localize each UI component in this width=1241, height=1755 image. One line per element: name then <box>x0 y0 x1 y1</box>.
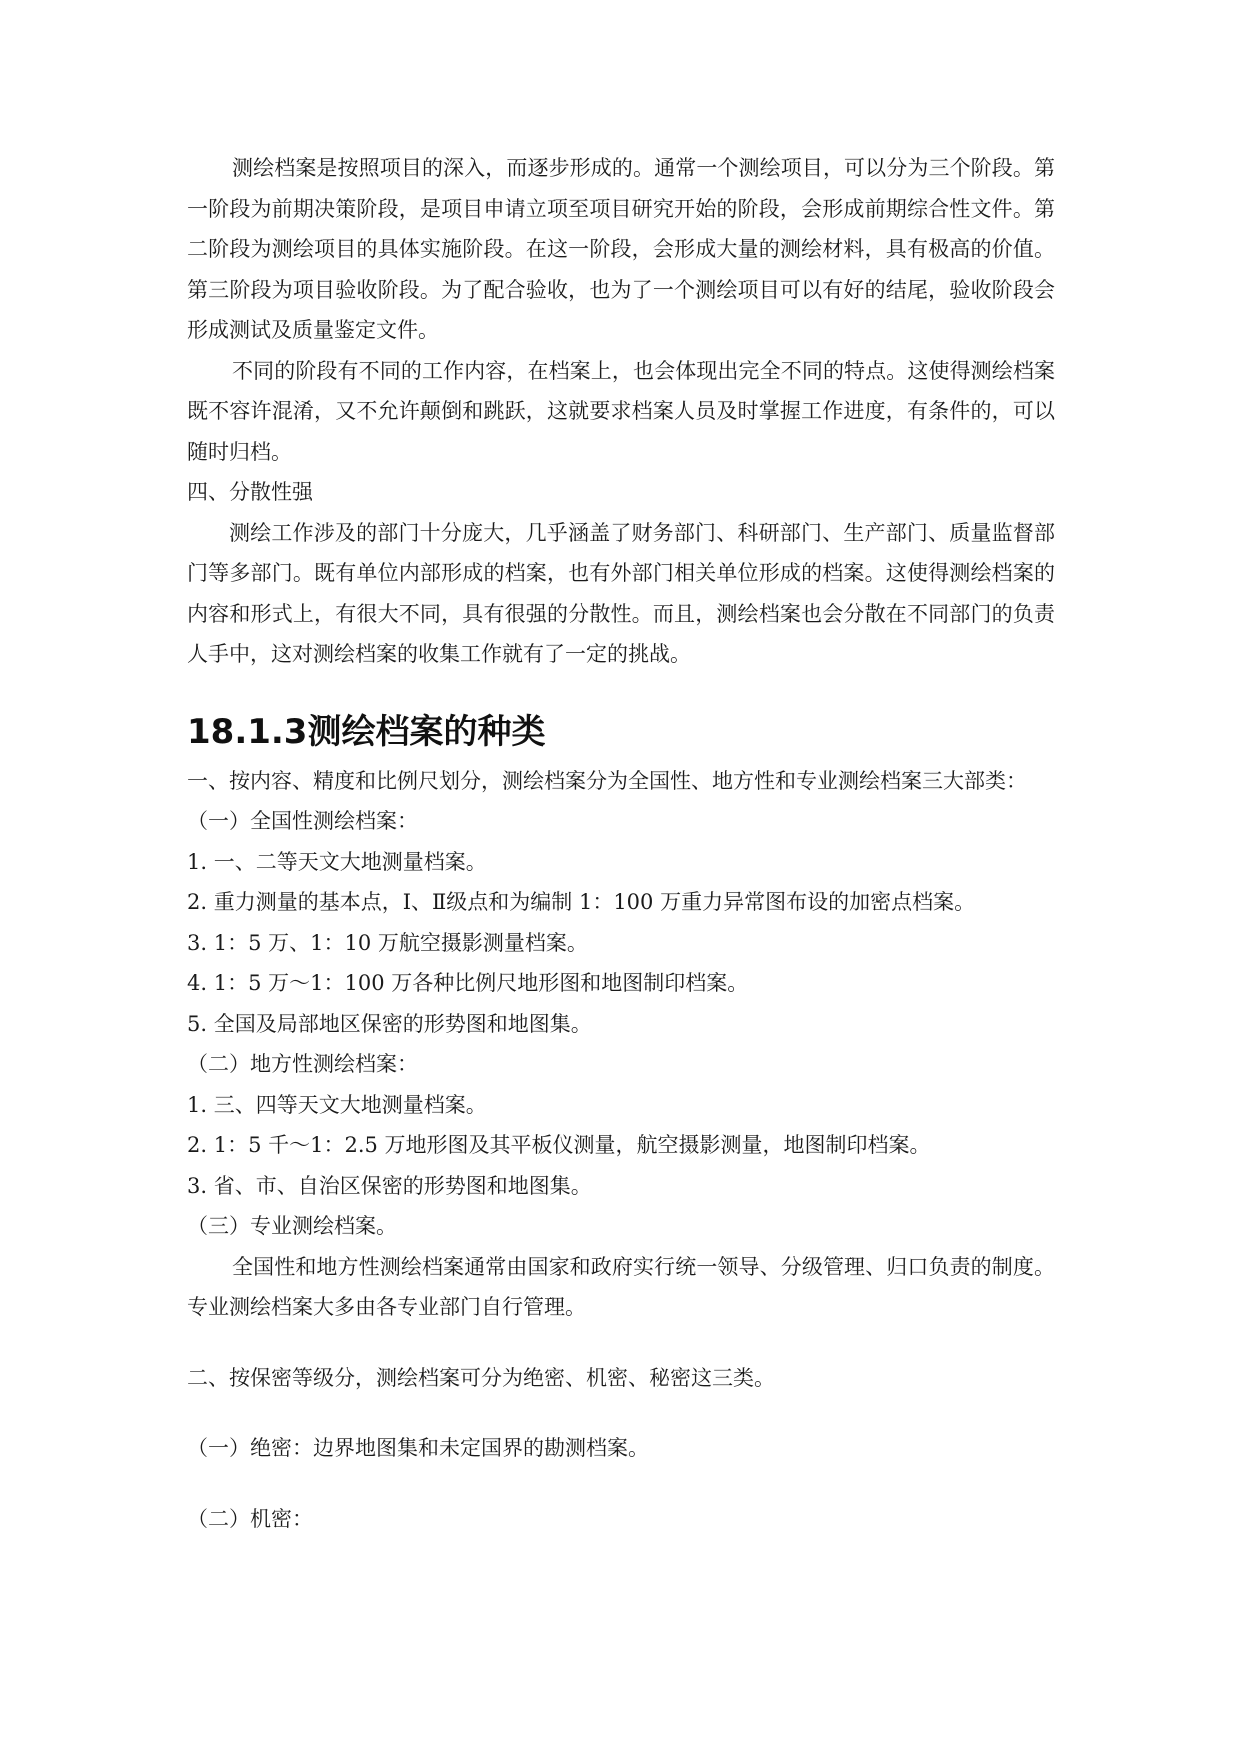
national-item-3: 3. 1：5 万、1：10 万航空摄影测量档案。 <box>187 930 588 955</box>
local-item-1: 1. 三、四等天文大地测量档案。 <box>187 1092 487 1117</box>
spacer <box>187 1398 1055 1428</box>
section-heading: 18.1.3测绘档案的种类 <box>187 711 546 752</box>
classification-one-intro: 一、按内容、精度和比例尺划分，测绘档案分为全国性、地方性和专业测绘档案三大部类： <box>187 768 1027 793</box>
classification-one-summary: 全国性和地方性测绘档案通常由国家和政府实行统一领导、分级管理、归口负责的制度。专业测绘档案大多由各专业部门自行管理。 <box>187 1254 1055 1319</box>
professional-archives-title: （三）专业测绘档案。 <box>187 1214 397 1238</box>
national-item-2: 2. 重力测量的基本点，Ⅰ、Ⅱ级点和为编制 1：100 万重力异常图布设的加密点档案。 <box>187 890 976 914</box>
section-four-body: 测绘工作涉及的部门十分庞大，几乎涵盖了财务部门、科研部门、生产部门、质量监督部门等多部门。既有单位内部形成的档案，也有外部门相关单位形成的档案。这使得测绘档案的内容和形式上，有很大不同，具有很强的分散性。而且，测绘档案也会分散在不同部门的负责人手中，这对测绘档案的收集工作就有了一定的挑战。 <box>187 520 1055 666</box>
document-body <box>187 148 1055 1539</box>
national-archives-title: （一）全国性测绘档案： <box>187 809 418 833</box>
local-archives-title: （二）地方性测绘档案： <box>187 1052 418 1076</box>
paragraph-stage-features: 不同的阶段有不同的工作内容，在档案上，也会体现出完全不同的特点。这使得测绘档案既不容许混淆，又不允许颠倒和跳跃，这就要求档案人员及时掌握工作进度，有条件的，可以随时归档。 <box>187 358 1055 464</box>
secret-item: （二）机密： <box>187 1506 313 1531</box>
top-secret-item: （一）绝密：边界地图集和未定国界的勘测档案。 <box>187 1436 649 1460</box>
spacer <box>187 1328 1055 1358</box>
national-item-1: 1. 一、二等天文大地测量档案。 <box>187 849 487 874</box>
local-item-3: 3. 省、市、自治区保密的形势图和地图集。 <box>187 1173 592 1198</box>
local-item-2: 2. 1：5 千～1：2.5 万地形图及其平板仪测量，航空摄影测量，地图制印档案。 <box>187 1133 931 1157</box>
section-four-title: 四、分散性强 <box>187 480 313 504</box>
spacer <box>187 1469 1055 1499</box>
classification-two-intro: 二、按保密等级分，测绘档案可分为绝密、机密、秘密这三类。 <box>187 1365 775 1390</box>
national-item-4: 4. 1：5 万～1：100 万各种比例尺地形图和地图制印档案。 <box>187 971 749 995</box>
paragraph-stages: 测绘档案是按照项目的深入，而逐步形成的。通常一个测绘项目，可以分为三个阶段。第一阶段为前期决策阶段，是项目申请立项至项目研究开始的阶段，会形成前期综合性文件。第二阶段为测绘项目的具体实施阶段。在这一阶段，会形成大量的测绘材料，具有极高的价值。第三阶段为项目验收阶段。为了配合验收，也为了一个测绘项目可以有好的结尾，验收阶段会形成测试及质量鉴定文件。 <box>187 156 1055 342</box>
national-item-5: 5. 全国及局部地区保密的形势图和地图集。 <box>187 1011 592 1036</box>
